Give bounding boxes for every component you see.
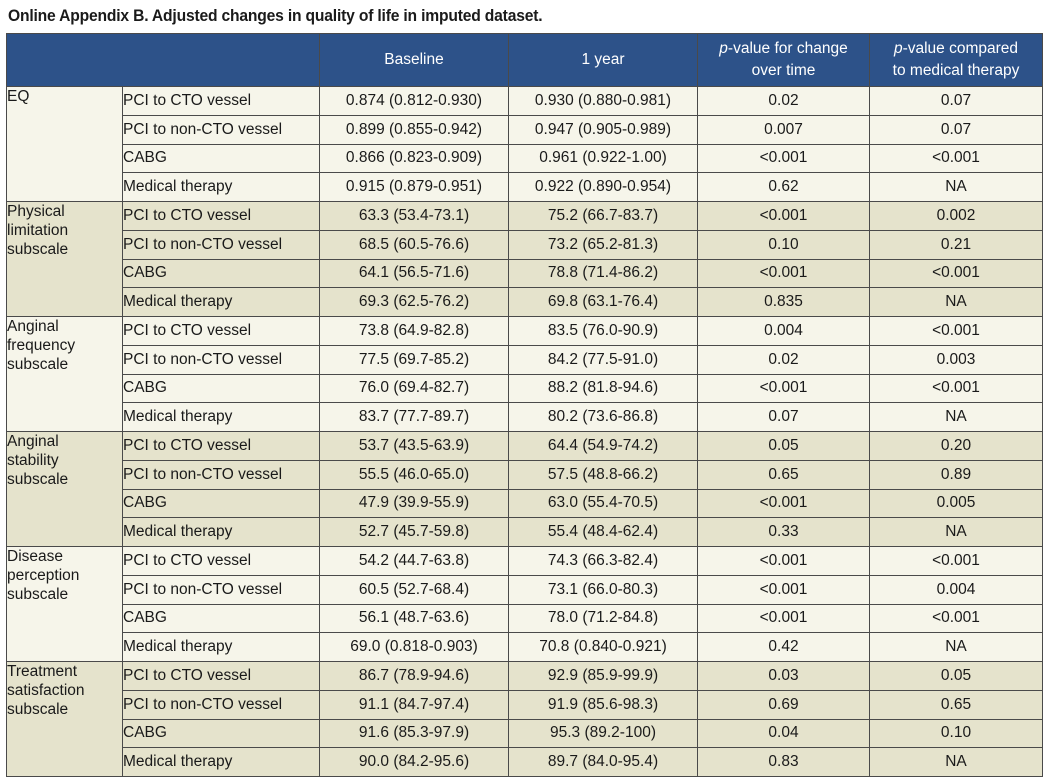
table-row xyxy=(7,173,1043,202)
baseline-cell: 52.7 (45.7-59.8) xyxy=(320,518,509,547)
table-row xyxy=(7,374,1043,403)
treatment-group-cell: PCI to non-CTO vessel xyxy=(123,230,320,259)
table-row xyxy=(7,719,1043,748)
treatment-group-cell: PCI to non-CTO vessel xyxy=(123,460,320,489)
p-change-cell: 0.05 xyxy=(698,432,870,461)
baseline-cell: 0.866 (0.823-0.909) xyxy=(320,144,509,173)
table-row xyxy=(7,518,1043,547)
table-row xyxy=(7,403,1043,432)
header-one-year: 1 year xyxy=(509,34,698,87)
treatment-group-cell: CABG xyxy=(123,719,320,748)
baseline-cell: 73.8 (64.9-82.8) xyxy=(320,317,509,346)
domain-label xyxy=(7,432,123,547)
p-change-cell: 0.04 xyxy=(698,719,870,748)
table-row xyxy=(7,604,1043,633)
p-change-cell: <0.001 xyxy=(698,604,870,633)
p-change-cell: 0.004 xyxy=(698,317,870,346)
baseline-cell: 55.5 (46.0-65.0) xyxy=(320,460,509,489)
table-row xyxy=(7,690,1043,719)
p-medical-cell: <0.001 xyxy=(870,259,1043,288)
header-p-medical xyxy=(870,34,1043,87)
baseline-cell: 0.874 (0.812-0.930) xyxy=(320,87,509,116)
domain-label xyxy=(7,202,123,317)
one-year-cell: 78.0 (71.2-84.8) xyxy=(509,604,698,633)
p-change-cell: 0.835 xyxy=(698,288,870,317)
header-p-change xyxy=(698,34,870,87)
baseline-cell: 0.915 (0.879-0.951) xyxy=(320,173,509,202)
p-change-cell: 0.62 xyxy=(698,173,870,202)
one-year-cell: 0.947 (0.905-0.989) xyxy=(509,115,698,144)
one-year-cell: 88.2 (81.8-94.6) xyxy=(509,374,698,403)
treatment-group-cell: CABG xyxy=(123,374,320,403)
one-year-cell: 0.930 (0.880-0.981) xyxy=(509,87,698,116)
one-year-cell: 95.3 (89.2-100) xyxy=(509,719,698,748)
header-p-change-italic: p xyxy=(719,40,728,57)
one-year-cell: 0.922 (0.890-0.954) xyxy=(509,173,698,202)
p-medical-cell: 0.05 xyxy=(870,662,1043,691)
treatment-group-cell: PCI to CTO vessel xyxy=(123,432,320,461)
one-year-cell: 91.9 (85.6-98.3) xyxy=(509,690,698,719)
one-year-cell: 55.4 (48.4-62.4) xyxy=(509,518,698,547)
one-year-cell: 89.7 (84.0-95.4) xyxy=(509,748,698,777)
p-medical-cell: 0.005 xyxy=(870,489,1043,518)
domain-label-line: satisfaction xyxy=(7,682,85,699)
baseline-cell: 69.0 (0.818-0.903) xyxy=(320,633,509,662)
p-change-cell: <0.001 xyxy=(698,374,870,403)
domain-label-line: Anginal xyxy=(7,433,59,450)
treatment-group-cell: Medical therapy xyxy=(123,288,320,317)
p-medical-cell: NA xyxy=(870,633,1043,662)
domain-label-line: perception xyxy=(7,567,80,584)
table-row xyxy=(7,460,1043,489)
one-year-cell: 78.8 (71.4-86.2) xyxy=(509,259,698,288)
one-year-cell: 63.0 (55.4-70.5) xyxy=(509,489,698,518)
domain-label xyxy=(7,317,123,432)
p-change-cell: 0.07 xyxy=(698,403,870,432)
table-row xyxy=(7,259,1043,288)
p-change-cell: <0.001 xyxy=(698,547,870,576)
baseline-cell: 64.1 (56.5-71.6) xyxy=(320,259,509,288)
treatment-group-cell: PCI to non-CTO vessel xyxy=(123,345,320,374)
treatment-group-cell: PCI to CTO vessel xyxy=(123,547,320,576)
baseline-cell: 91.6 (85.3-97.9) xyxy=(320,719,509,748)
p-change-cell: 0.65 xyxy=(698,460,870,489)
one-year-cell: 0.961 (0.922-1.00) xyxy=(509,144,698,173)
header-p-medical-italic: p xyxy=(893,40,903,57)
p-change-cell: 0.33 xyxy=(698,518,870,547)
p-medical-cell: 0.003 xyxy=(870,345,1043,374)
p-medical-cell: NA xyxy=(870,518,1043,547)
p-medical-cell: 0.07 xyxy=(870,87,1043,116)
domain-label-line: subscale xyxy=(7,356,69,373)
baseline-cell: 86.7 (78.9-94.6) xyxy=(320,662,509,691)
baseline-cell: 69.3 (62.5-76.2) xyxy=(320,288,509,317)
baseline-cell: 47.9 (39.9-55.9) xyxy=(320,489,509,518)
treatment-group-cell: Medical therapy xyxy=(123,403,320,432)
p-medical-cell: NA xyxy=(870,403,1043,432)
one-year-cell: 73.2 (65.2-81.3) xyxy=(509,230,698,259)
p-medical-cell: 0.20 xyxy=(870,432,1043,461)
table-row xyxy=(7,432,1043,461)
header-p-medical-line2: to medical therapy xyxy=(892,62,1020,79)
treatment-group-cell: Medical therapy xyxy=(123,518,320,547)
table-row xyxy=(7,144,1043,173)
domain-label-line: subscale xyxy=(7,241,69,258)
header-baseline: Baseline xyxy=(320,34,509,87)
header-row xyxy=(7,34,1043,87)
table-row xyxy=(7,575,1043,604)
one-year-cell: 73.1 (66.0-80.3) xyxy=(509,575,698,604)
table-row xyxy=(7,230,1043,259)
one-year-cell: 92.9 (85.9-99.9) xyxy=(509,662,698,691)
p-medical-cell: NA xyxy=(870,173,1043,202)
table-row xyxy=(7,202,1043,231)
table-row xyxy=(7,547,1043,576)
baseline-cell: 53.7 (43.5-63.9) xyxy=(320,432,509,461)
treatment-group-cell: PCI to CTO vessel xyxy=(123,662,320,691)
one-year-cell: 69.8 (63.1-76.4) xyxy=(509,288,698,317)
p-change-cell: 0.02 xyxy=(698,87,870,116)
baseline-cell: 90.0 (84.2-95.6) xyxy=(320,748,509,777)
one-year-cell: 74.3 (66.3-82.4) xyxy=(509,547,698,576)
baseline-cell: 91.1 (84.7-97.4) xyxy=(320,690,509,719)
p-medical-cell: <0.001 xyxy=(870,604,1043,633)
baseline-cell: 77.5 (69.7-85.2) xyxy=(320,345,509,374)
treatment-group-cell: CABG xyxy=(123,489,320,518)
domain-label-line: subscale xyxy=(7,471,69,488)
domain-label-line: Disease xyxy=(7,548,63,565)
p-medical-cell: 0.10 xyxy=(870,719,1043,748)
p-change-cell: 0.69 xyxy=(698,690,870,719)
baseline-cell: 83.7 (77.7-89.7) xyxy=(320,403,509,432)
p-medical-cell: 0.65 xyxy=(870,690,1043,719)
baseline-cell: 0.899 (0.855-0.942) xyxy=(320,115,509,144)
header-blank xyxy=(7,34,320,87)
p-medical-cell: <0.001 xyxy=(870,144,1043,173)
treatment-group-cell: PCI to non-CTO vessel xyxy=(123,690,320,719)
domain-label-line: frequency xyxy=(7,337,76,354)
p-medical-cell: <0.001 xyxy=(870,317,1043,346)
table-row xyxy=(7,662,1043,691)
baseline-cell: 68.5 (60.5-76.6) xyxy=(320,230,509,259)
baseline-cell: 76.0 (69.4-82.7) xyxy=(320,374,509,403)
baseline-cell: 60.5 (52.7-68.4) xyxy=(320,575,509,604)
treatment-group-cell: PCI to CTO vessel xyxy=(123,202,320,231)
treatment-group-cell: PCI to non-CTO vessel xyxy=(123,575,320,604)
one-year-cell: 84.2 (77.5-91.0) xyxy=(509,345,698,374)
treatment-group-cell: PCI to non-CTO vessel xyxy=(123,115,320,144)
header-p-change-line2: over time xyxy=(751,62,816,79)
table-row xyxy=(7,748,1043,777)
domain-label-line: Physical xyxy=(7,203,65,220)
baseline-cell: 54.2 (44.7-63.8) xyxy=(320,547,509,576)
p-medical-cell: NA xyxy=(870,288,1043,317)
p-change-cell: <0.001 xyxy=(698,575,870,604)
p-medical-cell: 0.004 xyxy=(870,575,1043,604)
domain-label-line: subscale xyxy=(7,586,69,603)
treatment-group-cell: PCI to CTO vessel xyxy=(123,87,320,116)
treatment-group-cell: CABG xyxy=(123,144,320,173)
header-p-medical-text: -value compared xyxy=(902,40,1019,57)
p-change-cell: <0.001 xyxy=(698,489,870,518)
p-medical-cell: <0.001 xyxy=(870,374,1043,403)
table-body xyxy=(7,87,1043,777)
p-medical-cell: 0.002 xyxy=(870,202,1043,231)
domain-label xyxy=(7,87,123,202)
treatment-group-cell: Medical therapy xyxy=(123,633,320,662)
one-year-cell: 70.8 (0.840-0.921) xyxy=(509,633,698,662)
table-title: Online Appendix B. Adjusted changes in quality of life in imputed dataset. xyxy=(8,6,543,25)
p-change-cell: 0.007 xyxy=(698,115,870,144)
treatment-group-cell: Medical therapy xyxy=(123,173,320,202)
one-year-cell: 83.5 (76.0-90.9) xyxy=(509,317,698,346)
p-change-cell: <0.001 xyxy=(698,144,870,173)
p-change-cell: <0.001 xyxy=(698,259,870,288)
p-change-cell: 0.42 xyxy=(698,633,870,662)
p-medical-cell: NA xyxy=(870,748,1043,777)
domain-label-line: subscale xyxy=(7,701,69,718)
table-row xyxy=(7,317,1043,346)
treatment-group-cell: PCI to CTO vessel xyxy=(123,317,320,346)
baseline-cell: 63.3 (53.4-73.1) xyxy=(320,202,509,231)
one-year-cell: 57.5 (48.8-66.2) xyxy=(509,460,698,489)
treatment-group-cell: Medical therapy xyxy=(123,748,320,777)
domain-label xyxy=(7,547,123,662)
p-change-cell: 0.83 xyxy=(698,748,870,777)
treatment-group-cell: CABG xyxy=(123,604,320,633)
header-p-change-text: -value for change xyxy=(727,40,848,57)
domain-label xyxy=(7,662,123,777)
domain-label-line: stability xyxy=(7,452,59,469)
p-change-cell: 0.02 xyxy=(698,345,870,374)
table-row xyxy=(7,345,1043,374)
p-medical-cell: <0.001 xyxy=(870,547,1043,576)
p-change-cell: 0.10 xyxy=(698,230,870,259)
one-year-cell: 80.2 (73.6-86.8) xyxy=(509,403,698,432)
treatment-group-cell: CABG xyxy=(123,259,320,288)
table-row xyxy=(7,115,1043,144)
domain-label-line: limitation xyxy=(7,222,69,239)
table-row xyxy=(7,489,1043,518)
domain-label-line: Anginal xyxy=(7,318,59,335)
domain-label-line: EQ xyxy=(7,88,30,105)
baseline-cell: 56.1 (48.7-63.6) xyxy=(320,604,509,633)
table-row xyxy=(7,633,1043,662)
one-year-cell: 75.2 (66.7-83.7) xyxy=(509,202,698,231)
p-medical-cell: 0.07 xyxy=(870,115,1043,144)
quality-of-life-table xyxy=(6,33,1043,777)
table-row xyxy=(7,87,1043,116)
p-change-cell: 0.03 xyxy=(698,662,870,691)
one-year-cell: 64.4 (54.9-74.2) xyxy=(509,432,698,461)
table-row xyxy=(7,288,1043,317)
p-medical-cell: 0.89 xyxy=(870,460,1043,489)
domain-label-line: Treatment xyxy=(7,663,78,680)
p-medical-cell: 0.21 xyxy=(870,230,1043,259)
p-change-cell: <0.001 xyxy=(698,202,870,231)
